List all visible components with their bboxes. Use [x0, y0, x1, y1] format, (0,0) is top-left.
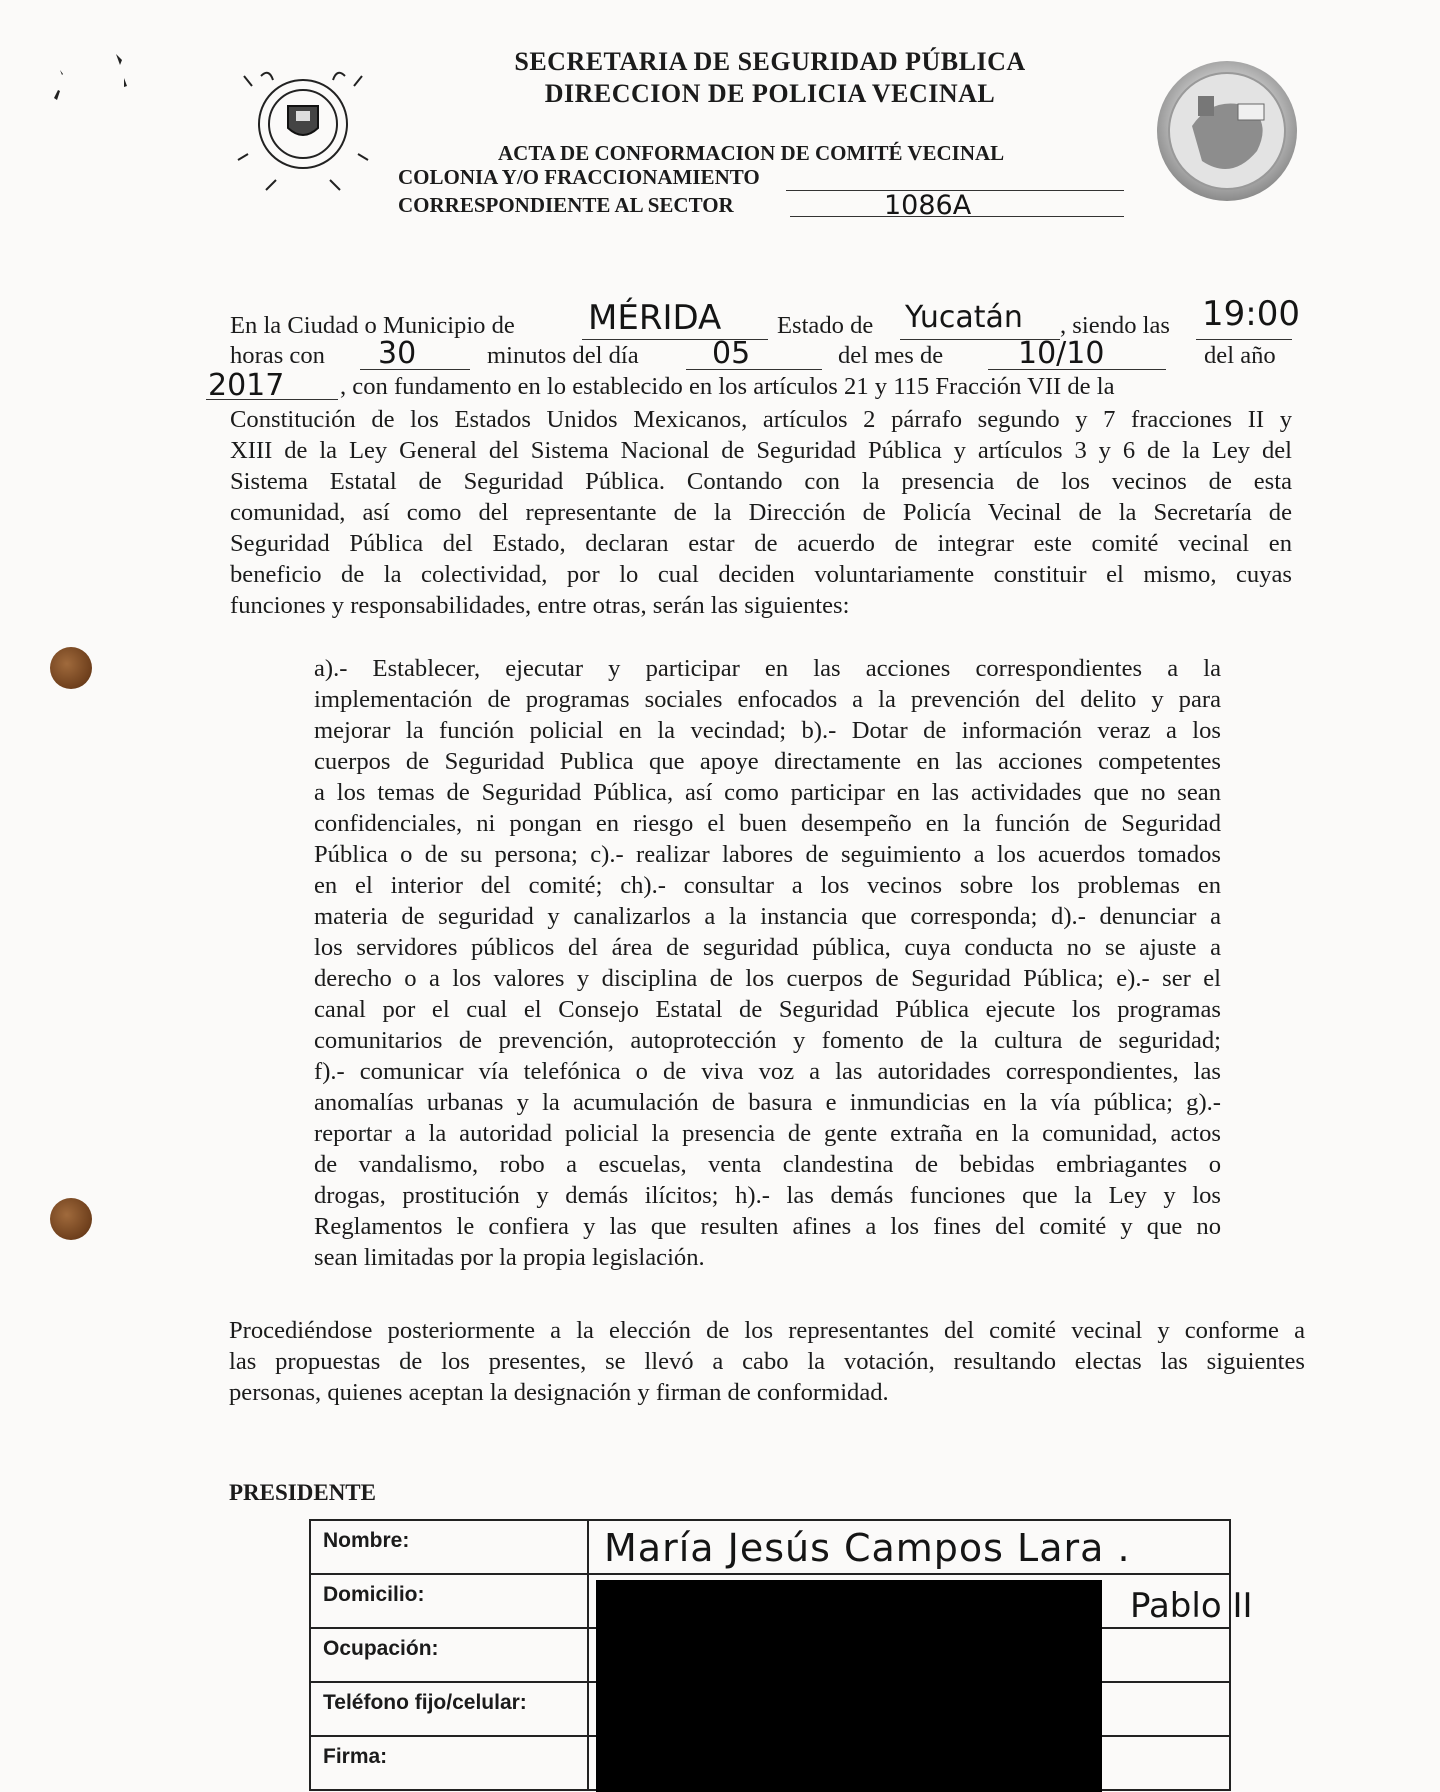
election-line: personas, quienes aceptan la designación y firman de conformidad.: [229, 1379, 889, 1406]
functions-line: sean limitadas por la propia legislación.: [314, 1244, 705, 1271]
functions-line: en el interior del comité; ch).- consultar a los vecinos sobre los problemas en: [314, 872, 1221, 899]
intro-line: Sistema Estatal de Seguridad Pública. Contando con la presencia de los vecinos de esta: [230, 468, 1292, 495]
functions-line: anomalías urbanas y la acumulación de basura e inmundicias en la vía pública; g).-: [314, 1089, 1221, 1116]
form-line-2-text-b: minutos del día: [487, 342, 639, 369]
functions-paragraph: [314, 653, 1221, 1273]
punch-hole-top: [50, 647, 92, 689]
telefono-label: Teléfono fijo/celular:: [310, 1682, 588, 1736]
intro-line: Constitución de los Estados Unidos Mexicanos, artículos 2 párrafo segundo y 7 fracciones II y: [230, 406, 1292, 433]
functions-line: derecho o a los valores y disciplina de los cuerpos de Seguridad Pública; e).- ser el: [314, 965, 1221, 992]
city-value: MÉRIDA: [588, 298, 722, 338]
intro-line: XIII de la Ley General del Sistema Nacional de Seguridad Pública y artículos 3 y 6 de la Ley del: [230, 437, 1292, 464]
functions-line: los servidores públicos del área de seguridad pública, cuya conducta no se ajuste a: [314, 934, 1221, 961]
colonia-label: COLONIA Y/O FRACCIONAMIENTO: [398, 165, 760, 189]
functions-line: a los temas de Seguridad Pública, así como participar en las actividades que no sean: [314, 779, 1221, 806]
functions-line: implementación de programas sociales enfocados a la prevención del delito y para: [314, 686, 1221, 713]
form-line-1-text-b: Estado de: [777, 312, 874, 339]
election-line: Procediéndose posteriormente a la elección de los representantes del comité vecinal y conforme a: [229, 1317, 1305, 1344]
day-line: [686, 369, 822, 370]
election-paragraph: [229, 1315, 1305, 1408]
state-value: Yucatán: [905, 300, 1023, 335]
election-line: las propuestas de los presentes, se llevó a cabo la votación, resultando electas las siguientes: [229, 1348, 1305, 1375]
punch-hole-bottom: [50, 1198, 92, 1240]
right-stamp-seal: [1152, 56, 1302, 206]
president-heading: PRESIDENTE: [229, 1480, 376, 1505]
header-secretaria: SECRETARIA DE SEGURIDAD PÚBLICA: [514, 47, 1026, 76]
minutes-value: 30: [378, 336, 417, 371]
functions-line: a).- Establecer, ejecutar y participar en las acciones correspondientes a la: [314, 655, 1221, 682]
intro-line: Seguridad Pública del Estado, declaran estar de acuerdo de integrar este comité vecinal en: [230, 530, 1292, 557]
form-line-2-text-c: del mes de: [838, 342, 944, 369]
form-line-2-text-d: del año: [1204, 342, 1276, 369]
intro-line: funciones y responsabilidades, entre otras, serán las siguientes:: [230, 592, 850, 619]
intro-line: beneficio de la colectividad, por lo cual deciden voluntariamente constituir el mismo, cuyas: [230, 561, 1292, 588]
ocupacion-label: Ocupación:: [310, 1628, 588, 1682]
form-line-3-text: , con fundamento en lo establecido en los artículos 21 y 115 Fracción VII de la: [340, 373, 1115, 400]
functions-line: comunitarios de prevención, autoprotección y fomento de la cultura de seguridad;: [314, 1027, 1221, 1054]
sector-value: 1086A: [884, 190, 972, 221]
form-line-1-text-a: En la Ciudad o Municipio de: [230, 312, 515, 339]
hour-value: 19:00: [1202, 294, 1300, 334]
intro-line: comunidad, así como del representante de la Dirección de Policía Vecinal de la Secretaría de: [230, 499, 1292, 526]
functions-line: Reglamentos le confiera y las que resulten afines a los fines del comité y que no: [314, 1213, 1221, 1240]
functions-line: cuerpos de Seguridad Publica que apoye directamente en las acciones competentes: [314, 748, 1221, 775]
form-line-2-text-a: horas con: [230, 342, 325, 369]
functions-line: de vandalismo, robo a escuelas, venta clandestina de bebidas embriagantes o: [314, 1151, 1221, 1178]
functions-line: mejorar la función policial en la vecindad; b).- Dotar de información veraz a los: [314, 717, 1221, 744]
nombre-label: Nombre:: [310, 1520, 588, 1574]
year-value: 2017: [208, 368, 285, 403]
functions-line: materia de seguridad y canalizarlos a la instancia que corresponda; d).- denunciar a: [314, 903, 1221, 930]
day-value: 05: [712, 336, 751, 371]
redaction-block: [596, 1580, 1102, 1792]
functions-line: confidenciales, ni pongan en riesgo el buen desempeño en la función de Seguridad: [314, 810, 1221, 837]
domicilio-label: Domicilio:: [310, 1574, 588, 1628]
header-direccion: DIRECCION DE POLICIA VECINAL: [544, 79, 996, 108]
domicilio-fragment: Pablo II: [1130, 1586, 1253, 1626]
president-name-value: María Jesús Campos Lara .: [604, 1526, 1131, 1570]
functions-line: reportar a la autoridad policial la presencia de gente extraña en la comunidad, actos: [314, 1120, 1221, 1147]
hour-line: [1196, 339, 1292, 340]
sector-label: CORRESPONDIENTE AL SECTOR: [398, 193, 734, 217]
month-value: 10/10: [1018, 336, 1105, 371]
intro-paragraph: [230, 404, 1292, 621]
functions-line: canal por el cual el Consejo Estatal de Seguridad Pública ejecute los programas: [314, 996, 1221, 1023]
left-seal-logo: [236, 56, 370, 192]
firma-label: Firma:: [310, 1736, 588, 1790]
scan-specks: [40, 40, 140, 130]
functions-line: Pública o de su persona; c).- realizar labores de seguimiento a los acuerdos tomados: [314, 841, 1221, 868]
functions-line: drogas, prostitución y demás ilícitos; h).- las demás funciones que la Ley y los: [314, 1182, 1221, 1209]
form-line-1-text-c: , siendo las: [1060, 312, 1170, 339]
functions-line: f).- comunicar vía telefónica o de viva voz a las autoridades correspondientes, las: [314, 1058, 1221, 1085]
acta-title: ACTA DE CONFORMACION DE COMITÉ VECINAL: [498, 141, 1005, 165]
